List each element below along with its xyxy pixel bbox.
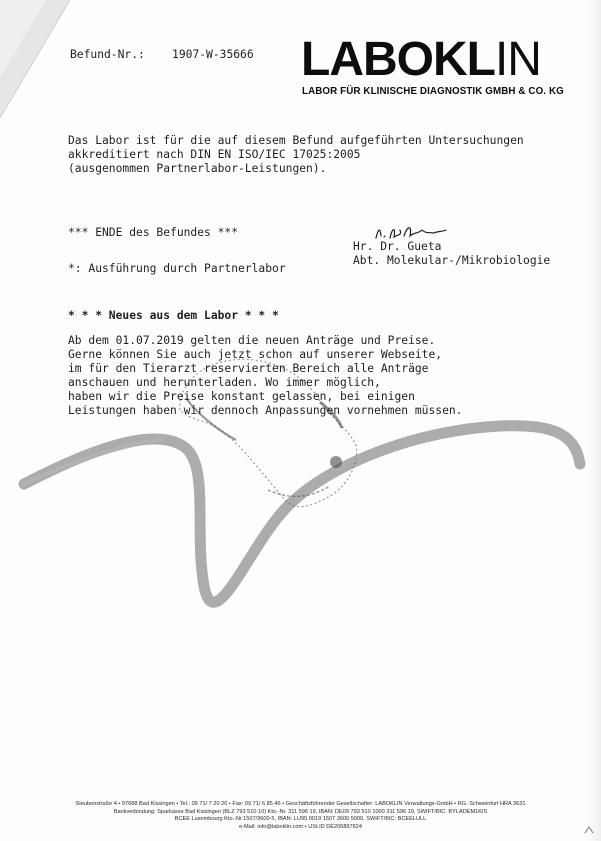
news-line: Leistungen haben wir dennoch Anpassungen vornehmen müssen. xyxy=(68,404,463,417)
accreditation-line: Das Labor ist für die auf diesem Befund aufgeführten Untersuchungen xyxy=(68,134,524,147)
footer-bank-lux-line: BCEE Luxembourg Kto.-Nr.1507/3600-5, IBAN: LU95 0019 1507 3600 5000, SWIFT/BIC: BCEELULL xyxy=(174,816,427,823)
logo-bold-part: LABOKL xyxy=(301,33,495,86)
news-line: anschauen und herunterladen. Wo immer möglich, xyxy=(68,376,381,389)
report-end-marker: *** ENDE des Befundes *** xyxy=(68,226,239,239)
scan-corner-mark xyxy=(584,826,594,834)
watermark-swoosh xyxy=(24,426,580,603)
laboklin-logo xyxy=(301,33,541,86)
accreditation-line: (ausgenommen Partnerlabor-Leistungen). xyxy=(68,162,327,175)
logo-subtitle: LABOR FÜR KLINISCHE DIAGNOSTIK GMBH & CO. KG xyxy=(302,86,564,97)
news-heading: * * * Neues aus dem Labor * * * xyxy=(68,309,279,322)
news-body xyxy=(68,334,462,418)
accreditation-line: akkreditiert nach DIN EN ISO/IEC 17025:2005 xyxy=(68,148,361,161)
folded-corner xyxy=(0,0,70,118)
signatory-name: Hr. Dr. Gueta xyxy=(353,240,442,253)
news-line: haben wir die Preise konstant gelassen, bei einigen xyxy=(68,390,415,403)
footer-email-line: e-Mail: info@laboklin.com • USt.ID DE206897824 xyxy=(239,823,362,830)
watermark-swoosh-tail xyxy=(24,440,160,484)
signatory-department: Abt. Molekular-/Mikrobiologie xyxy=(353,254,551,267)
befund-number: 1907-W-35666 xyxy=(172,48,254,61)
news-line: Gerne können Sie auch jetzt schon auf unserer Webseite, xyxy=(68,348,443,361)
logo-thin-part: IN xyxy=(494,33,541,86)
footer-address-line: Steubenstraße 4 • 97688 Bad Kissingen • Tel.: 09 71/ 7 20 20 • Fax: 09 71/ 6 85 46 • Geschäftsführender Gesellschafter: LABOKLIN Verwaltungs-GmbH • RG. Schweinfurt HRA 3631 xyxy=(75,801,526,807)
footer-bank-line: Bankverbindung: Sparkasse Bad Kissingen (BLZ 793 510 10) Kto.-Nr. 311 596 19, IBAN: DE09 793 510 1000 311 596 19, SWIFT/BIC: BYLADEM1KIS xyxy=(113,808,488,815)
signatory-block xyxy=(353,240,550,268)
page-edge-shadow xyxy=(587,0,601,841)
news-line: im für den Tierarzt reservierten Bereich alle Anträge xyxy=(68,362,429,375)
befund-number-line xyxy=(70,48,254,62)
partner-lab-footnote: *: Ausführung durch Partnerlabor xyxy=(68,262,286,275)
news-line: Ab dem 01.07.2019 gelten die neuen Anträge und Preise. xyxy=(68,334,436,347)
accreditation-text xyxy=(68,134,524,176)
befund-label: Befund-Nr.: xyxy=(70,48,145,61)
